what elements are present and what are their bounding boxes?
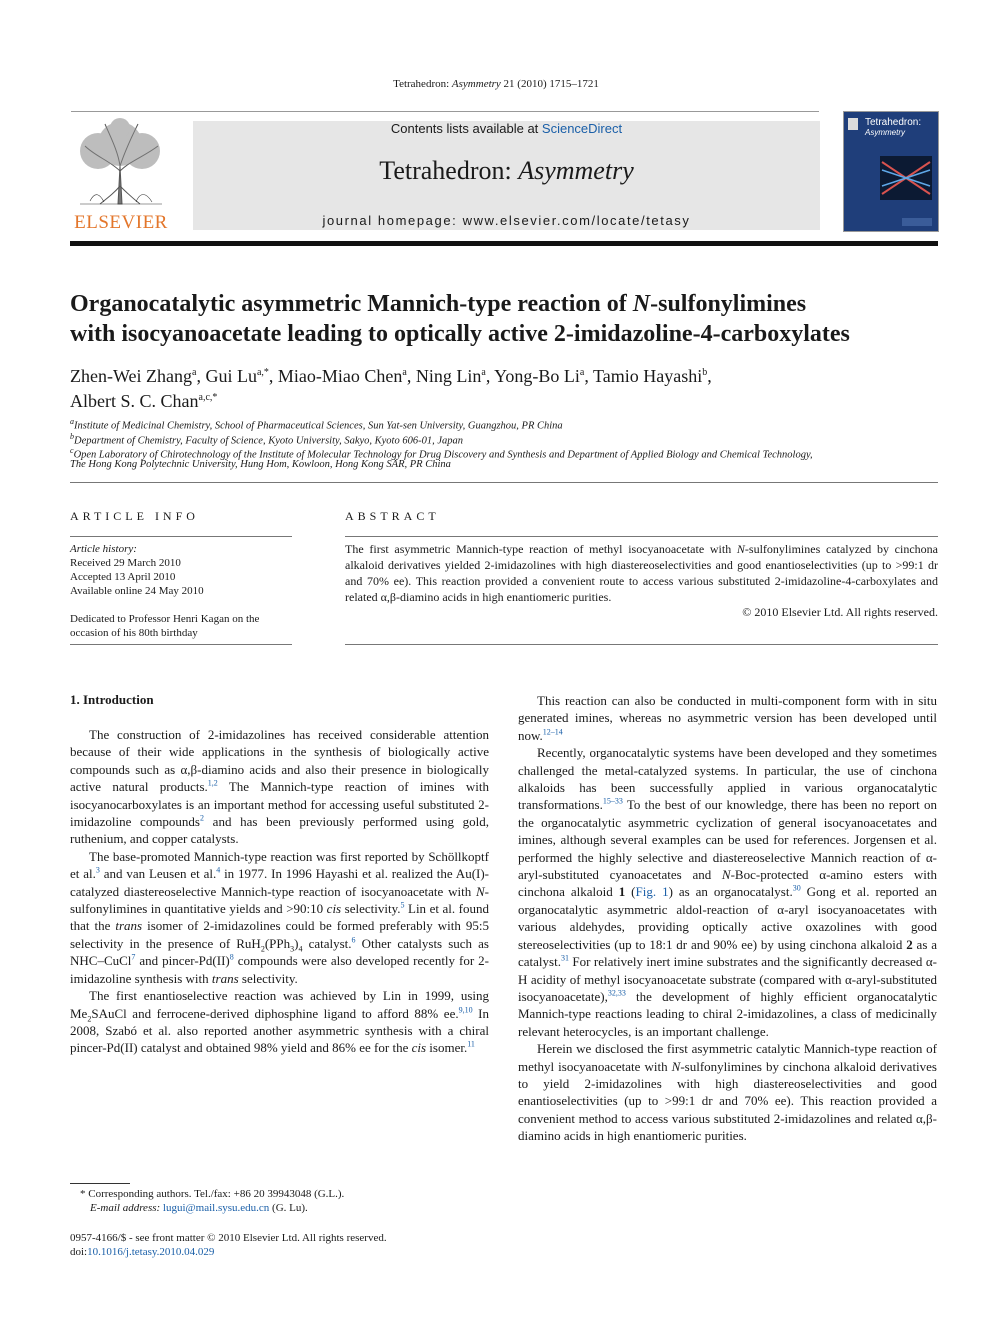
sciencedirect-link[interactable]: ScienceDirect: [541, 121, 623, 136]
divider: [345, 536, 938, 537]
article-title: Organocatalytic asymmetric Mannich-type reaction of N-sulfonylimines with isocyanoacetate leading to optically active 2-imidazoline-4-carboxylates: [70, 291, 850, 347]
author-list: [70, 362, 938, 412]
article-history: Article history: Received 29 March 2010 Accepted 13 April 2010 Available online 24 May 2010: [70, 543, 204, 597]
body-column-right: [518, 692, 937, 1145]
author: Zhen-Wei Zhang$^a$,: [70, 366, 206, 386]
corresponding-author-footnote: * Corresponding authors. Tel./fax: +86 20 39943048 (G.L.). E-mail address: lugui@mail.sysu.edu.cn (G. Lu).: [80, 1188, 345, 1214]
doi-link[interactable]: 10.1016/j.tetasy.2010.04.029: [87, 1246, 215, 1258]
dedication: Dedicated to Professor Henri Kagan on the occasion of his 80th birthday: [70, 613, 260, 639]
publisher-wordmark[interactable]: ELSEVIER: [74, 212, 168, 233]
author: Yong-Bo Li$^a$,: [494, 366, 593, 386]
abstract-copyright: © 2010 Elsevier Ltd. All rights reserved.: [742, 605, 938, 619]
abstract-heading: ABSTRACT: [345, 509, 440, 523]
divider: [70, 644, 292, 645]
body-paragraph: This reaction can also be conducted in multi-component form with in situ generated imines, whereas no asymmetric version has been developed until now.$^{12-14}$: [518, 693, 937, 743]
affiliation: $^b$Department of Chemistry, Faculty of Science, Kyoto University, Sakyo, Kyoto 606-01, Japan: [70, 432, 464, 447]
affiliation: The Hong Kong Polytechnic University, Hung Hom, Kowloon, Hong Kong SAR, PR China: [70, 459, 451, 470]
body-paragraph: Recently, organocatalytic systems have been developed and they sometimes challenged the metal-catalyzed systems. In particular, the use of cinchona alkaloids has been successfully applied in various organocatalytic transformations.$^{15-33}$ To the best of our knowledge, there has been no report on the organocatalytic asymmetric cyclization of general isocyanoacetates and imines, although several examples can be used for references. Jorgensen et al. performed the highly selective and diastereoselective Mannich reaction of α-aryl-substituted cyanoacetates and N-Boc-protected α-amino esters with cinchona alkaloid 1 (Fig. 1) as an organocatalyst.$^{30}$ Gong et al. reported an organocatalytic asymmetric aldol-reaction of α-aryl isocyanoacetates with various aldehydes, providing optically active oxazolines with good stereoselectivities (up to 18:1 dr and 90% ee) by using cinchona alkaloid 2 as a catalyst.$^{31}$ For relatively inert imine substrates and the significantly decreased α-H acidity of methyl isocyanoacetate substrate (compared with α-aryl-substituted isocyanoacetate),$^{32,33}$ the development of highly efficient organocatalytic Mannich-type reactions leading to chiral 2-imidazolines, a class of medicinally relevant heterocycles, is an important challenge.: [518, 745, 937, 1039]
body-paragraph: Herein we disclosed the first asymmetric catalytic Mannich-type reaction of methyl isocyanoacetate with N-sulfonylimines by cinchona alkaloid derivatives to yield 2-imidazolines with high diastereoselectivities and good enantioselectivities (up to >99:1 dr and 70% ee). This reaction provided a convenient method to access various substituted 2-imidazolines and related α,β-diamino acids in high enantiomeric purities.: [518, 1041, 937, 1144]
section-heading: 1. Introduction: [70, 692, 154, 707]
journal-homepage-link[interactable]: journal homepage: www.elsevier.com/locate/tetasy: [322, 213, 691, 228]
author: Tamio Hayashi$^b$,: [593, 366, 712, 386]
abstract-body: The first asymmetric Mannich-type reaction of methyl isocyanoacetate with N-sulfonylimines catalyzed by cinchona alkaloid derivatives yielded 2-imidazolines with high diastereoselectivities and good enantioselectivities (up to >99:1 dr and 70% ee). This reaction provided a convenient route to access various substituted 2-imidazoline-4-carboxylates and related α,β-diamino acids in high enantiomeric purities.: [345, 542, 938, 604]
journal-name: Tetrahedron: Asymmetry: [379, 156, 634, 185]
author: Albert S. C. Chan$^{a,c,*}$: [70, 391, 218, 411]
issn-doi-block: 0957-4166/$ - see front matter © 2010 Elsevier Ltd. All rights reserved. doi:10.1016/j.tetasy.2010.04.029: [70, 1232, 387, 1258]
body-paragraph: The construction of 2-imidazolines has received considerable attention because of their wide applications in the synthesis of biologically active compounds such as α,β-diamino acids and also their presence in biologically active natural products.$^{1,2}$ The Mannich-type reaction of imines with isocyanocarboxylates is an important method for accessing useful substituted 2-imidazoline compounds$^2$ and has been previously performed using gold, ruthenium, and copper catalysts.: [70, 727, 489, 847]
affiliation: $^c$Open Laboratory of Chirotechnology of the Institute of Molecular Technology for Drug Discovery and Synthesis and Department of Applied Biology and Chemical Technology,: [70, 446, 813, 461]
contents-available-line: Contents lists available at ScienceDirect: [390, 121, 623, 136]
affiliation: $^a$Institute of Medicinal Chemistry, School of Pharmaceutical Sciences, Sun Yat-sen University, Guangzhou, PR China: [70, 417, 563, 432]
author: Miao-Miao Chen$^a$,: [277, 366, 416, 386]
divider: [345, 644, 938, 645]
email-link[interactable]: lugui@mail.sysu.edu.cn: [162, 1202, 270, 1214]
journal-reference: Tetrahedron: Asymmetry 21 (2010) 1715–1721: [393, 78, 599, 90]
cover-subtitle: Asymmetry: [865, 128, 905, 137]
body-paragraph: The base-promoted Mannich-type reaction was first reported by Schöllkoptf et al.$^3$ and van Leusen et al.$^4$ in 1977. In 1996 Hayashi et al. realized the Au(I)-catalyzed diastereoselective Mannich-type reaction of isocyanoacetate with N-sulfonylimines in quantitative yields and >90:10 cis selectivity.$^5$ Lin et al. found that the trans isomer of 2-imidazolines could be formed preferably with 95:5 selectivity in the presence of $RuH_2(PPh_3)_4$ catalyst.$^6$ Other catalysts such as NHC–CuCl$^7$ and pincer-Pd(II)$^8$ compounds were also developed recently for 2-imidazoline synthesis with trans selectivity.: [70, 848, 490, 986]
cover-title: Tetrahedron:: [865, 117, 922, 128]
divider: [70, 536, 292, 537]
footnote-rule: [70, 1183, 130, 1184]
body-paragraph: The first enantioselective reaction was achieved by Lin in 1999, using $Me_2SAuCl$ and ferrocene-derived diphosphine ligand to afford 88% ee.$^{9,10}$ In 2008, Szabó et al. also reported another asymmetric synthesis with a chiral pincer-Pd(II) catalyst and obtained 98% yield and 86% ee for the cis isomer.$^{11}$: [70, 988, 489, 1056]
divider: [70, 482, 938, 483]
author: Ning Lin$^a$,: [415, 366, 495, 386]
article-info-heading: ARTICLE INFO: [70, 509, 199, 523]
author: Gui $Lu^{a,*}$,: [205, 366, 278, 386]
body-column-left: [70, 726, 489, 1057]
masthead-top-rule: [71, 111, 819, 112]
masthead-bottom-rule: [70, 241, 938, 246]
